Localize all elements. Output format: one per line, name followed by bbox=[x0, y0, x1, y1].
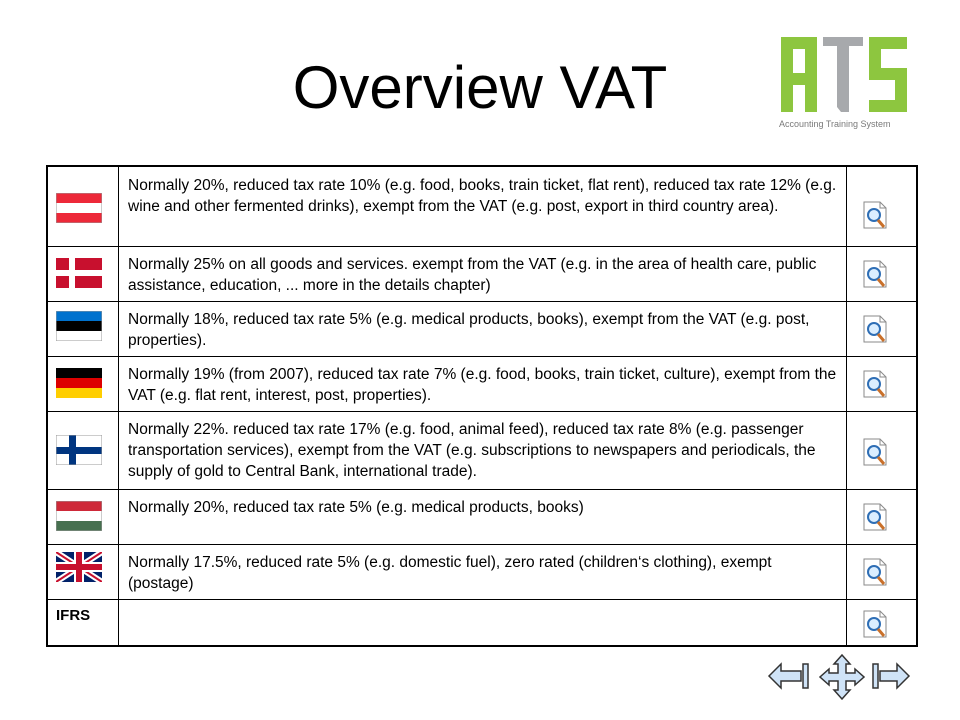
estonia-flag bbox=[56, 311, 102, 341]
ifrs-label: IFRS bbox=[56, 607, 91, 624]
magnifier-page-icon[interactable] bbox=[860, 437, 890, 467]
table-row bbox=[48, 599, 916, 645]
nav-first-button[interactable] bbox=[767, 660, 811, 692]
finland-flag bbox=[56, 435, 102, 465]
denmark-flag bbox=[56, 258, 102, 288]
vat-description: Normally 22%. reduced tax rate 17% (e.g. food, animal feed), reduced tax rate 8% (e.g. passenger transportation services), exempt from the VAT (e.g. subscriptions to newspapers and periodicals, the supply of gold to Central Bank, international trade). bbox=[128, 421, 816, 480]
vat-description: Normally 17.5%, reduced rate 5% (e.g. domestic fuel), zero rated (children‘s clothing), exempt (postage) bbox=[128, 554, 772, 592]
magnifier-page-icon[interactable] bbox=[860, 369, 890, 399]
hungary-flag bbox=[56, 501, 102, 531]
vat-description: Normally 20%, reduced tax rate 10% (e.g. food, books, train ticket, flat rent), reduced tax rate 12% (e.g. wine and other fermented drinks), exempt from the VAT (e.g. post, export in third country area). bbox=[128, 177, 837, 215]
magnifier-page-icon[interactable] bbox=[860, 502, 890, 532]
uk-flag bbox=[56, 552, 102, 582]
table-row bbox=[48, 301, 916, 357]
vat-description: Normally 18%, reduced tax rate 5% (e.g. medical products, books), exempt from the VAT (e.g. post, properties). bbox=[128, 311, 810, 349]
vat-description: Normally 25% on all goods and services. exempt from the VAT (e.g. in the area of health care, public assistance, education, ... more in the details chapter) bbox=[128, 256, 817, 294]
table-row bbox=[48, 167, 916, 247]
slide-title: Overview VAT bbox=[292, 54, 668, 121]
vat-description: Normally 19% (from 2007), reduced tax rate 7% (e.g. food, books, train ticket, culture), exempt from the VAT (e.g. flat rent, interest, post, properties). bbox=[128, 366, 837, 404]
austria-flag bbox=[56, 193, 102, 223]
table-row bbox=[48, 411, 916, 490]
germany-flag bbox=[56, 368, 102, 398]
nav-last-button[interactable] bbox=[871, 660, 911, 692]
magnifier-page-icon[interactable] bbox=[860, 609, 890, 639]
table-row bbox=[48, 246, 916, 302]
magnifier-page-icon[interactable] bbox=[860, 200, 890, 230]
magnifier-page-icon[interactable] bbox=[860, 259, 890, 289]
vat-description: Normally 20%, reduced tax rate 5% (e.g. medical products, books) bbox=[128, 499, 584, 516]
vat-overview-table bbox=[46, 165, 918, 647]
magnifier-page-icon[interactable] bbox=[860, 314, 890, 344]
table-row bbox=[48, 356, 916, 412]
table-row bbox=[48, 544, 916, 600]
magnifier-page-icon[interactable] bbox=[860, 557, 890, 587]
table-row bbox=[48, 489, 916, 545]
nav-home-button[interactable] bbox=[819, 654, 865, 700]
logo-subtitle: Accounting Training System bbox=[779, 119, 891, 129]
